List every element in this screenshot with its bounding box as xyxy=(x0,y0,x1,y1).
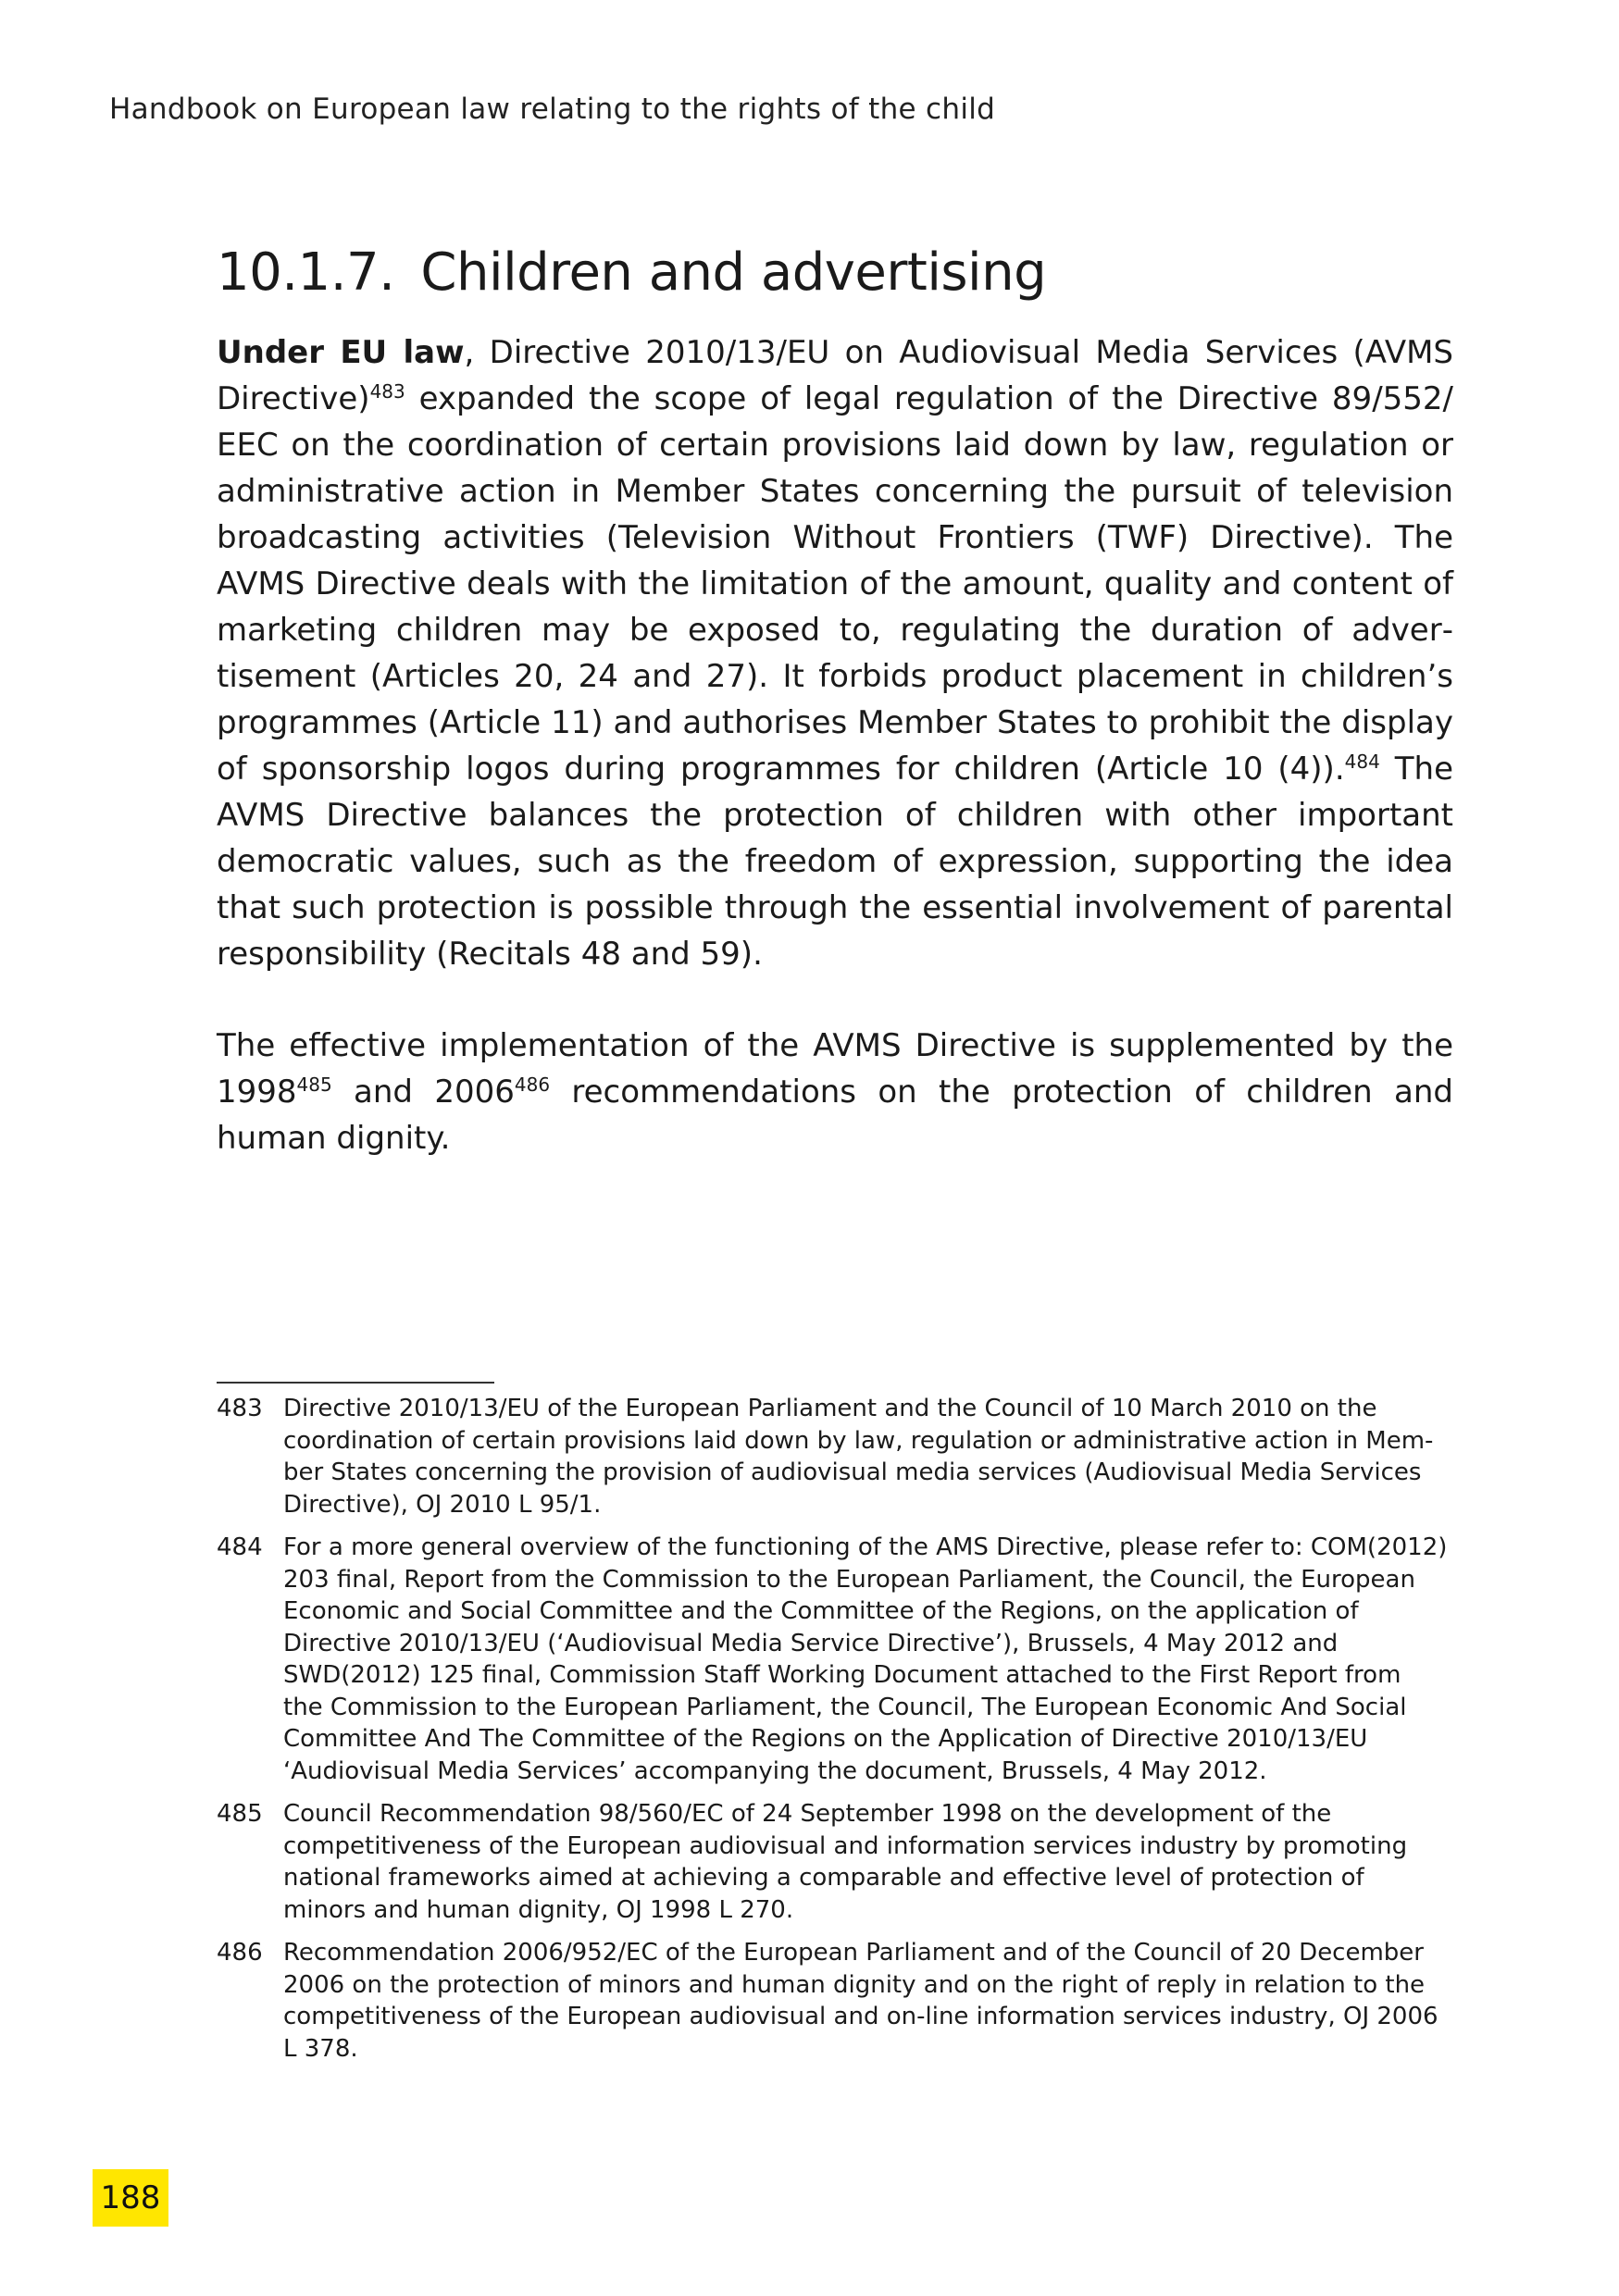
section-title: Children and advertising xyxy=(420,242,1047,303)
footnote-text: For a more general overview of the functioning of the AMS Directive, please refer to: COM(2012) 203 final, Report from the Commission to the European Parliament, the Council, the European Economic and Social Committee and the Committee of the Regions, on the application of Directive 2010/13/EU (‘Audiovisual Media Service Directive’), Brussels, 4 May 2012 and SWD(2012) 125 final, Commission Staff Working Document attached to the First Report from the Commission to the European Parliament, the Council, The European Economic And Social Committee And The Committee of the Regions on the Application of Directive 2010/13/EU ‘Audiovisual Media Services’ accompanying the document, Brussels, 4 May 2012. xyxy=(283,1533,1448,1785)
page-number-badge: 188 xyxy=(93,2169,168,2227)
footnote-number: 484 xyxy=(217,1533,263,1561)
paragraph-text: expanded the scope of legal regulation of the Directive 89/552/ EEC on the coordination of certain provisions laid down by law, regulation or administrative action in Member States concerning the pursuit of television broadcasting activities (Television Without Frontiers (TWF) Directive). The AVMS Directive deals with the limitation of the amount, quality and content of marketing children may be exposed to, regulating the duration of advertisement (Articles 20, 24 and 27). It forbids product placement in children’s programmes (Article 11) and authorises Member States to prohibit the display of sponsorship logos during programmes for children (Article 10 (4)). xyxy=(217,380,1453,788)
footnote-text: Recommendation 2006/952/EC of the European Parliament and of the Council of 20 December 2006 on the protection of minors and human dignity and on the right of reply in relation to the competitiveness of the European audiovisual and on-line information services industry, OJ 2006 L 378. xyxy=(283,1939,1438,2063)
paragraph-text: , Directive 2010/13/EU on Audiovisual Media Services (AVMS Directive) xyxy=(217,334,1453,417)
paragraph-text: The AVMS Directive balances the protection of children with other important democratic values, such as the freedom of expression, supporting the idea that such protection is possible through the essential involvement of parental responsibility (Recitals 48 and 59). xyxy=(217,751,1453,973)
footnote-484 xyxy=(217,1532,1448,1787)
footnote-divider xyxy=(217,1382,494,1384)
footnote-485 xyxy=(217,1798,1448,1926)
footnote-number: 483 xyxy=(217,1395,263,1422)
footnote-ref-483[interactable]: 483 xyxy=(369,380,405,403)
paragraph-recommendations xyxy=(217,1023,1453,1161)
footnote-ref-486[interactable]: 486 xyxy=(514,1074,551,1096)
paragraph-text: and 2006 xyxy=(331,1074,515,1111)
paragraph-text: The effective implementation of the AVMS Directive is supplemented by the 1998 xyxy=(217,1027,1453,1111)
footnote-number: 486 xyxy=(217,1939,263,1967)
footnote-486 xyxy=(217,1937,1448,2065)
footnote-ref-484[interactable]: 484 xyxy=(1344,751,1380,773)
footnotes-list xyxy=(217,1393,1448,2076)
section-number: 10.1.7. xyxy=(217,242,395,303)
section-heading xyxy=(217,242,1046,303)
footnote-ref-485[interactable]: 485 xyxy=(296,1074,332,1096)
lead-phrase: Under EU law xyxy=(217,334,465,371)
footnote-483 xyxy=(217,1393,1448,1520)
running-header: Handbook on European law relating to the rights of the child xyxy=(109,93,996,126)
footnote-number: 485 xyxy=(217,1800,263,1828)
paragraph-text: recommendations on the protection of children and human dignity. xyxy=(217,1074,1454,1157)
footnote-text: Council Recommendation 98/560/EC of 24 September 1998 on the development of the competitiveness of the European audiovisual and information services industry by promoting national frameworks aimed at achieving a comparable and effective level of protection of minors and human dignity, OJ 1998 L 270. xyxy=(283,1800,1408,1924)
paragraph-advertising-directive xyxy=(217,329,1453,977)
footnote-text: Directive 2010/13/EU of the European Parliament and the Council of 10 March 2010 on the coordination of certain provisions laid down by law, regulation or administrative action in Member States concerning the provision of audiovisual media services (Audiovisual Media Services Directive), OJ 2010 L 95/1. xyxy=(283,1395,1434,1519)
